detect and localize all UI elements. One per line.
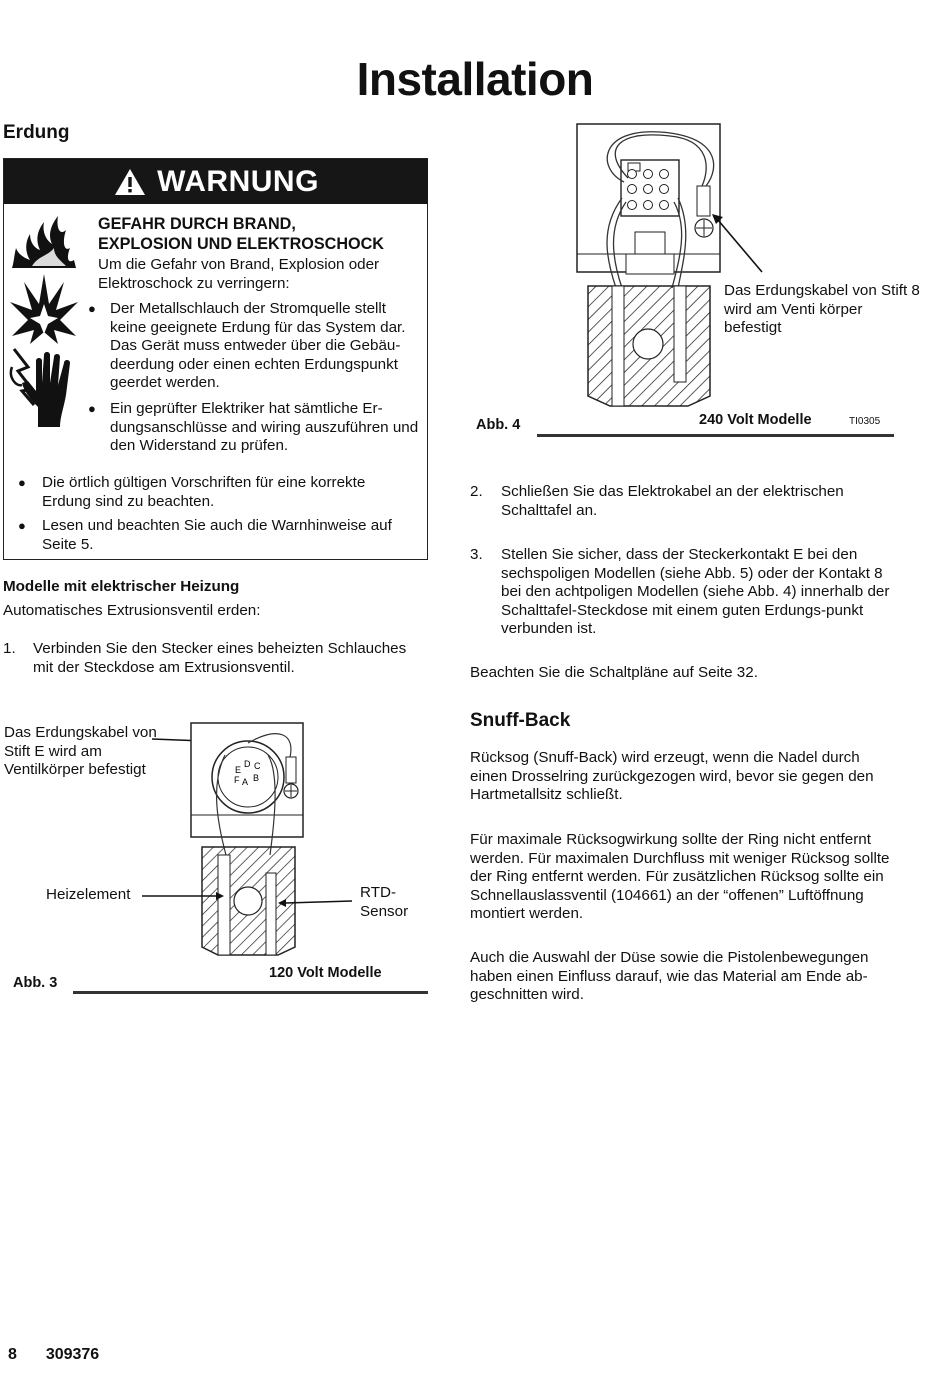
- warning-inner-bullets: [88, 300, 423, 456]
- step-1: 1. Verbinden Sie den Stecker eines beheizten Schlauches mit der Steckdose am Extrusionsventil.: [3, 640, 407, 676]
- fig4-ref: TI0305: [849, 416, 881, 427]
- list-item: ● Der Metallschlauch der Stromquelle stellt keine geeignete Erdung für das System dar. Das Gerät muss entweder über die Gebäu-deerdung oder einen echten Erdungspunkt geerdet werden.: [88, 300, 406, 392]
- warning-outer-bullets: [18, 474, 418, 554]
- list-item: ● Ein geprüfter Elektriker hat sämtliche Er-dungsanschlüsse and wiring auszuführen und den Widerstand zu prüfen.: [88, 399, 419, 455]
- fig3-callout-heater: Heizelement: [46, 886, 131, 903]
- warning-intro: Um die Gefahr von Brand, Explosion oder Elektroschock zu verringern:: [98, 256, 380, 292]
- subsection-title: Modelle mit elektrischer Heizung: [3, 578, 240, 595]
- list-item: ● Lesen und beachten Sie auch die Warnhinweise auf Seite 5.: [18, 517, 392, 553]
- fig3-valve-diagram: [130, 715, 370, 965]
- fig4-rule: [537, 434, 894, 437]
- warning-header: [4, 159, 428, 204]
- list-item: ● Die örtlich gültigen Vorschriften für eine korrekte Erdung sind zu beachten.: [18, 474, 366, 510]
- fig3-caption: 120 Volt Modelle: [269, 965, 382, 981]
- svg-text:B: B: [253, 773, 260, 783]
- warning-triangle-icon: [113, 167, 147, 197]
- fig3-callout-rtd: RTD-Sensor: [360, 884, 409, 920]
- page-number: 8: [8, 1346, 17, 1363]
- snuff-paragraph-3: Auch die Auswahl der Düse sowie die Pistolenbewegungen haben einen Einfluss darauf, wie das Material am Ende ab-geschnitten wird.: [470, 949, 869, 1004]
- section-title-snuff-back: Snuff-Back: [470, 710, 571, 731]
- subsection-intro: Automatisches Extrusionsventil erden:: [3, 602, 261, 619]
- fig3-rule: [73, 991, 428, 994]
- hazard-title: GEFAHR DURCH BRAND, EXPLOSION UND ELEKTROSCHOCK: [98, 215, 385, 253]
- wiring-note: Beachten Sie die Schaltpläne auf Seite 32.: [470, 664, 758, 681]
- fig3-callout-ground: Das Erdungskabel von Stift E wird am Ventilkörper befestigt: [4, 724, 157, 779]
- svg-text:E: E: [235, 765, 242, 775]
- fig4-label: Abb. 4: [476, 417, 521, 433]
- fig4-caption: 240 Volt Modelle: [699, 412, 812, 428]
- svg-text:D: D: [244, 759, 251, 769]
- snuff-paragraph-1: Rücksog (Snuff-Back) wird erzeugt, wenn die Nadel durch einen Drosselring zurückgezogen wird, bevor sie gegen den Hartmetallsitz schließt.: [470, 749, 874, 804]
- page-footer: [8, 1346, 99, 1364]
- fire-icon: [12, 216, 76, 268]
- fig4-callout-ground: Das Erdungskabel von Stift 8 wird am Venti körper befestigt: [724, 282, 920, 337]
- page-title: Installation: [356, 53, 594, 105]
- snuff-paragraph-2: Für maximale Rücksogwirkung sollte der Ring nicht entfernt werden. Für maximalen Durchfluss mit weniger Rücksog sollte der Ring entfernt werden. Für zusätzlichen Rücksog sollte ein Schnellauslassventil (104661) an der “offenen” Luftöffnung montiert werden.: [470, 831, 890, 923]
- svg-text:C: C: [254, 761, 261, 771]
- svg-text:A: A: [242, 777, 249, 787]
- step-3: 3. Stellen Sie sicher, dass der Steckerkontakt E bei den sechspoligen Modellen (siehe Abb. 5) oder der Kontakt 8 bei den achtpoligen Modellen (siehe Abb. 4) innerhalb der Schalttafel-Steckdose mit einem guten Erdungs-punkt verbunden ist.: [470, 546, 890, 638]
- step-2: 2. Schließen Sie das Elektrokabel an der elektrischen Schalttafel an.: [470, 483, 844, 519]
- fig3-label: Abb. 3: [13, 975, 58, 991]
- electric-shock-icon: [11, 349, 70, 427]
- svg-text:F: F: [234, 775, 240, 785]
- hazard-pictograms: [8, 212, 80, 427]
- explosion-icon: [10, 274, 78, 344]
- document-number: 309376: [45, 1346, 100, 1363]
- warning-label: WARNUNG: [157, 164, 319, 198]
- fig4-callout-arrow: [708, 212, 768, 276]
- section-title-erdung: Erdung: [3, 122, 70, 143]
